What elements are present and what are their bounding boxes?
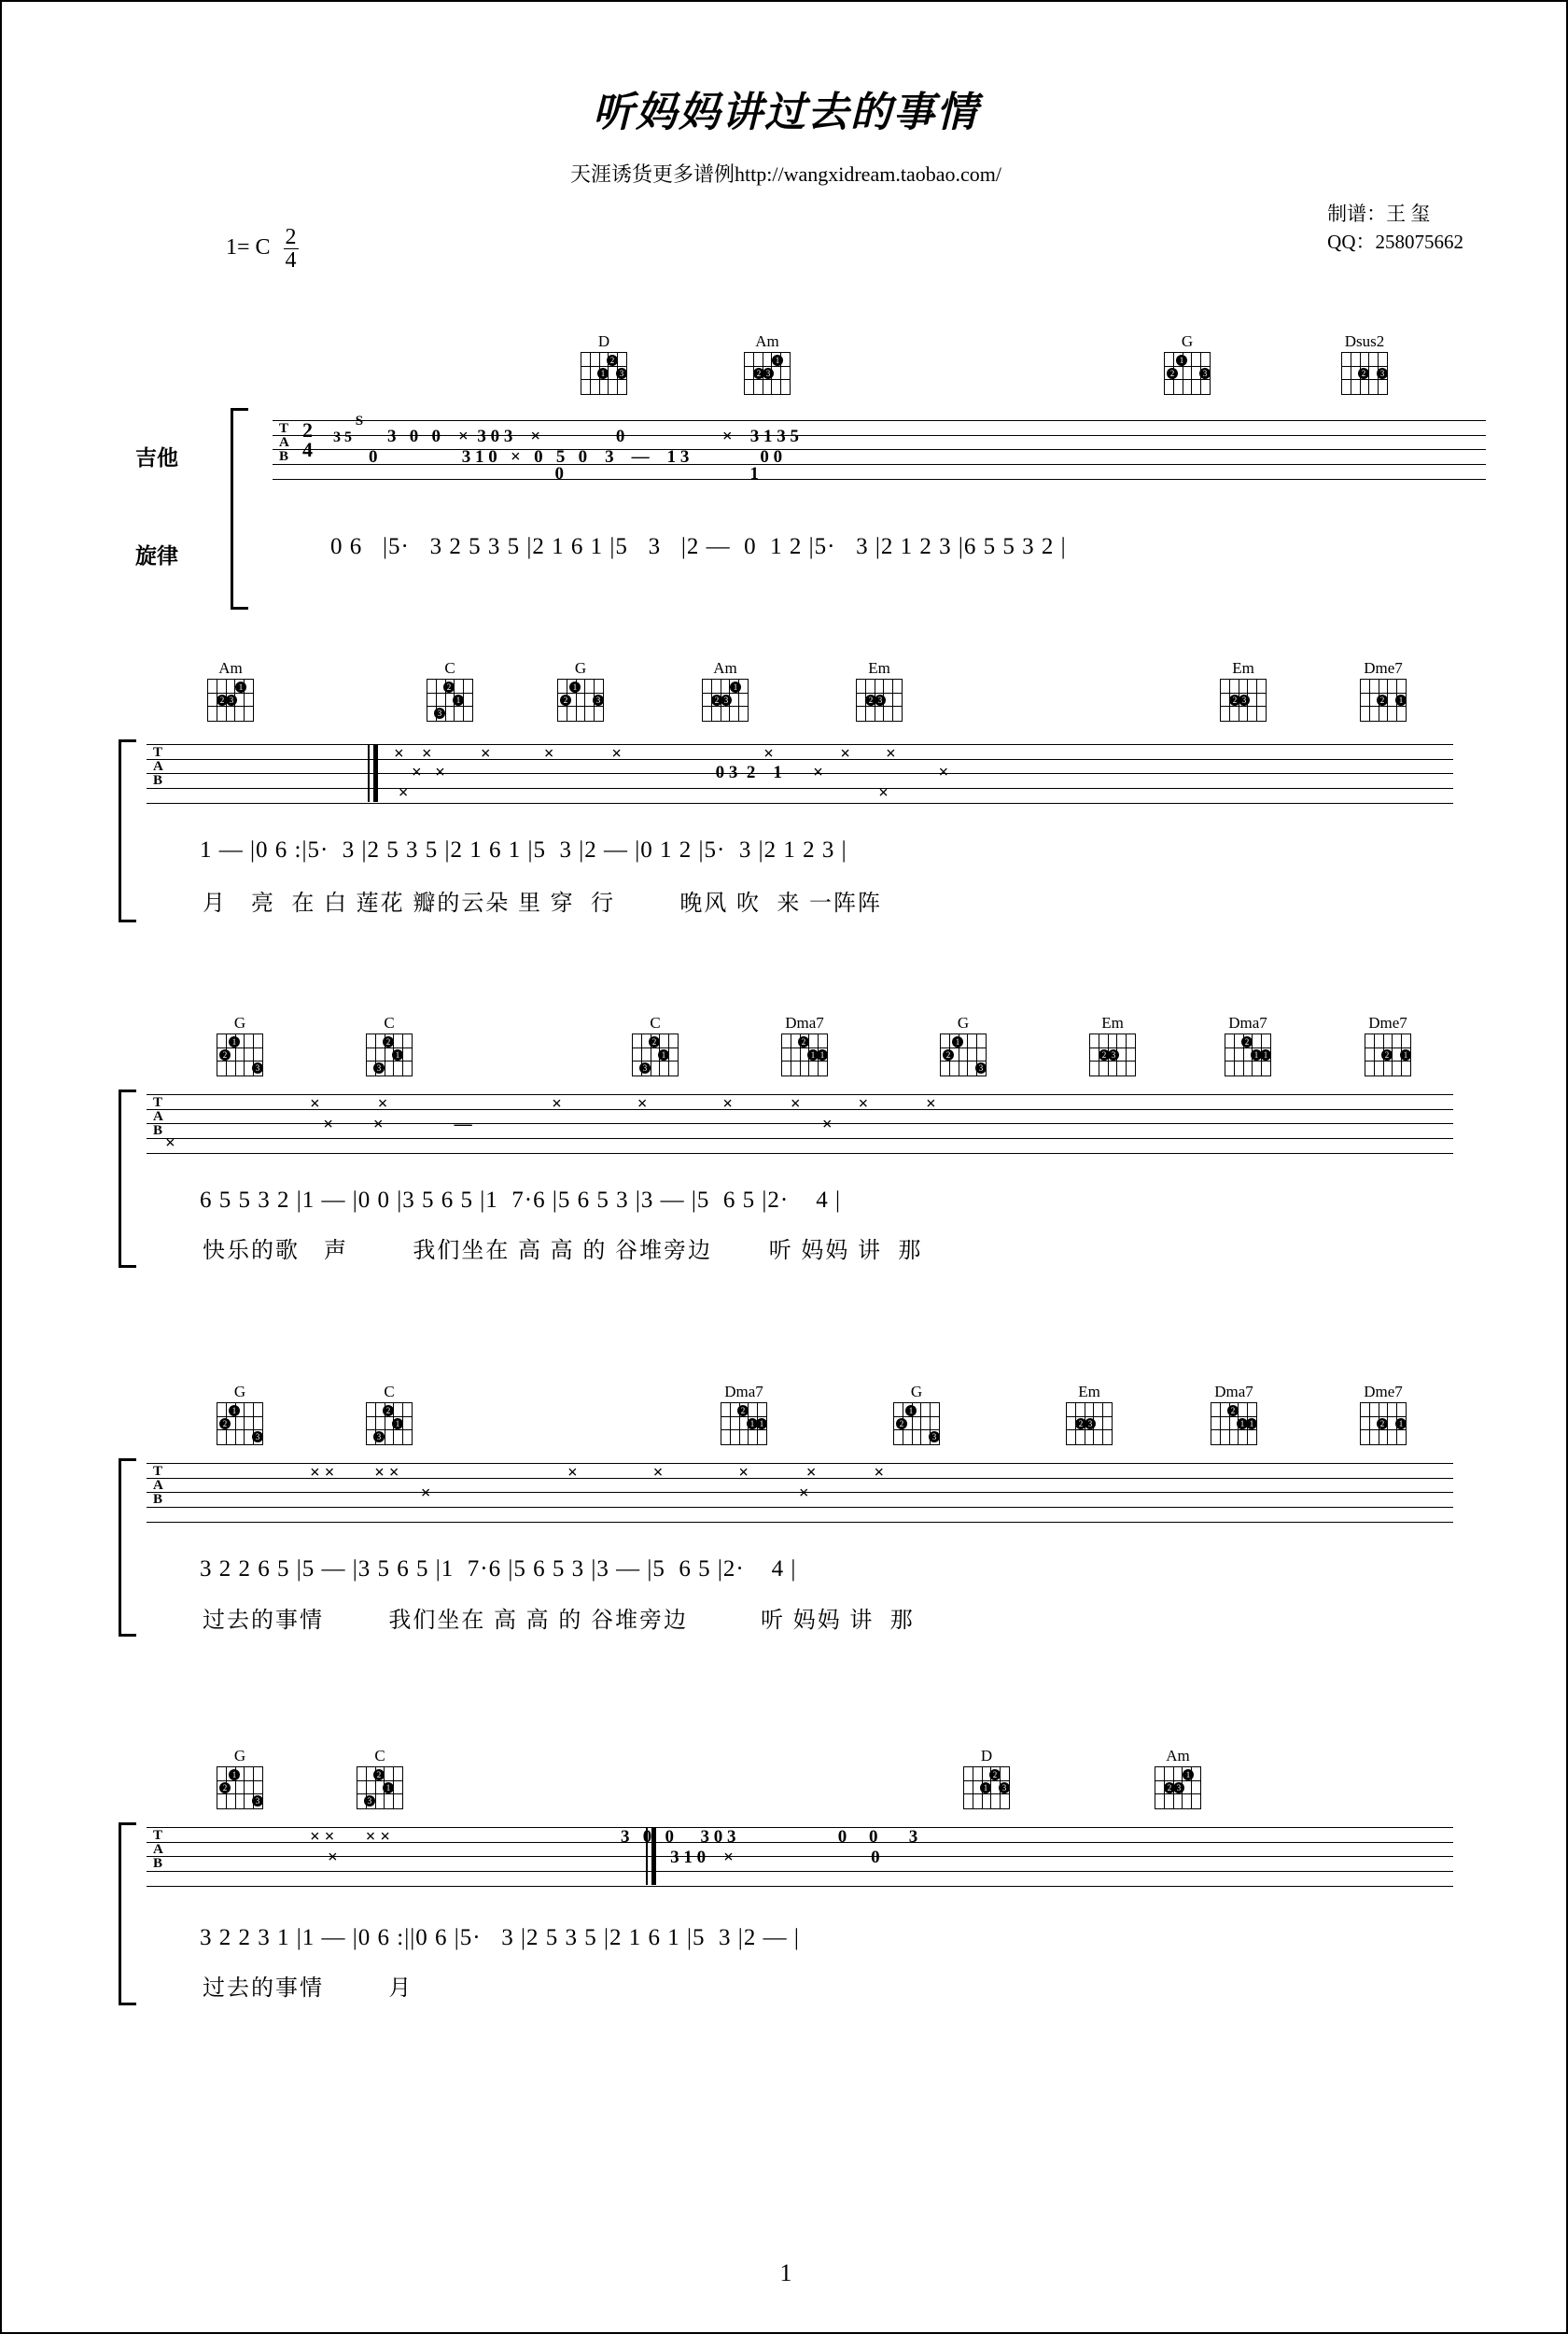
chord-grid: 2 1 3	[357, 1766, 403, 1809]
chord-diagram-G	[553, 660, 609, 722]
chord-name: G	[957, 1014, 970, 1032]
tab-fret-numbers: × × × × × × × ×	[310, 1094, 936, 1114]
system-bracket	[119, 1822, 136, 2005]
chord-name: C	[384, 1014, 395, 1032]
chord-name: G	[574, 659, 587, 677]
system-4	[2, 1370, 1568, 1659]
tab-fret-numbers-2: × ×	[310, 1483, 809, 1503]
chord-name: Em	[1101, 1014, 1124, 1032]
tab-clef: T A B	[153, 1464, 163, 1507]
time-sig-numerator: 2	[285, 225, 297, 249]
tab-fret-numbers-3: 0 1	[333, 464, 759, 484]
melody-numbers: 3 2 2 3 1 |1 — |0 6 :||0 6 |5· 3 |2 5 3 5 |2 1 6 1 |5 3 |2 — |	[200, 1925, 800, 1950]
chord-name: Am	[713, 659, 737, 677]
time-signature	[284, 226, 299, 272]
system-bracket	[119, 1090, 136, 1268]
tab-numbers: S	[355, 414, 365, 429]
chord-diagram-Am	[203, 660, 259, 722]
repeat-barline	[368, 744, 370, 802]
label-melody: 旋律	[135, 544, 178, 568]
chord-name: Em	[868, 659, 890, 677]
chord-name: C	[444, 659, 455, 677]
chord-name: C	[374, 1747, 385, 1765]
tab-clef: T A B	[153, 1828, 163, 1871]
chord-grid: 2 1 3	[366, 1033, 413, 1076]
chord-grid: 2 3	[1089, 1033, 1136, 1076]
chord-grid: 2 1 1	[1225, 1033, 1271, 1076]
key-label: 1= C	[226, 235, 271, 260]
tab-fret-numbers: × × × × × × × ×	[394, 744, 896, 764]
chord-grid: 2 3	[1341, 352, 1388, 395]
chord-grid: 2 1	[1360, 1402, 1407, 1445]
chord-diagram-Am	[739, 333, 795, 395]
lyrics-line: 过去的事情 我们坐在 高 高 的 谷堆旁边 听 妈妈 讲 那	[203, 1608, 915, 1633]
melody-numbers: 6 5 5 3 2 |1 — |0 0 |3 5 6 5 |1 7·6 |5 6 5 3 |3 — |5 6 5 |2· 4 |	[200, 1188, 841, 1213]
label-guitar: 吉他	[135, 446, 178, 470]
lyrics-line: 月 亮 在 白 莲花 瓣的云朵 里 穿 行 晚风 吹 来 一阵阵	[203, 891, 883, 916]
key-signature	[226, 226, 299, 272]
chord-diagram-C	[361, 1015, 417, 1076]
tab-time-sig: 2 4	[302, 418, 314, 461]
chord-name: Dma7	[1214, 1383, 1253, 1400]
chord-diagram-C	[352, 1748, 408, 1809]
chord-diagram-Em	[851, 660, 907, 722]
chord-name: Dma7	[1228, 1014, 1267, 1032]
chord-grid: 2 1 1	[1211, 1402, 1257, 1445]
chord-diagram-D	[576, 333, 632, 395]
repeat-thickbar	[373, 744, 378, 802]
chord-name: Em	[1078, 1383, 1100, 1400]
system-3	[2, 1005, 1568, 1295]
chord-name: C	[650, 1014, 661, 1032]
tab-fret-numbers: × × × × 3 0 0 3 0 3 0 0 3	[310, 1827, 918, 1847]
chord-grid: 2 1 3	[893, 1402, 940, 1445]
chord-grid: 2 1 3	[217, 1033, 263, 1076]
chord-diagram-G	[212, 1748, 268, 1809]
chord-name: Am	[1166, 1747, 1190, 1765]
tab-clef: T A B	[153, 1095, 163, 1138]
melody-numbers: 3 2 2 6 5 |5 — |3 5 6 5 |1 7·6 |5 6 5 3 |3 — |5 6 5 |2· 4 |	[200, 1556, 797, 1582]
melody-numbers: 1 — |0 6 :|5· 3 |2 5 3 5 |2 1 6 1 |5 3 |2 — |0 1 2 |5· 3 |2 1 2 3 |	[200, 837, 847, 863]
chord-diagram-Dma7	[716, 1384, 772, 1445]
chord-name: D	[980, 1747, 993, 1765]
chord-grid: 2 3 1	[702, 679, 749, 722]
chord-grid: 2 1 3	[632, 1033, 679, 1076]
chord-name: C	[384, 1383, 395, 1400]
chord-grid: 2 1 3	[217, 1766, 263, 1809]
tab-fret-numbers-3: ×	[165, 1133, 175, 1153]
chord-grid: 2 1 3	[940, 1033, 987, 1076]
tab-fret-numbers-3: × ×	[394, 783, 889, 803]
chord-grid: 2 3 1	[207, 679, 254, 722]
lyrics-line: 快乐的歌 声 我们坐在 高 高 的 谷堆旁边 听 妈妈 讲 那	[203, 1238, 923, 1263]
tab-fret-numbers-2: × 3 1 0 × 0	[310, 1848, 880, 1867]
chord-name: Dsus2	[1344, 332, 1385, 350]
chord-diagram-Dma7-2	[1206, 1384, 1262, 1445]
chord-grid: 2 1 3	[557, 679, 604, 722]
lyrics-line: 过去的事情 月	[203, 1975, 413, 2001]
chord-diagram-G-2	[889, 1384, 945, 1445]
chord-name: Dme7	[1364, 659, 1403, 677]
melody-numbers: 0 6 |5· 3 2 5 3 5 |2 1 6 1 |5 3 |2 — 0 1 2 |5· 3 |2 1 2 3 |6 5 5 3 2 |	[330, 534, 1067, 559]
chord-grid: 2 1 3	[217, 1402, 263, 1445]
tab-clef: T A B	[279, 421, 289, 464]
time-sig-denominator: 4	[285, 248, 297, 273]
chord-diagram-Dma7-2	[1220, 1015, 1276, 1076]
chord-diagram-G	[1159, 333, 1215, 395]
system-5	[2, 1734, 1568, 2042]
chord-diagram-C	[361, 1384, 417, 1445]
chord-name: G	[233, 1014, 246, 1032]
chord-grid: 2 1	[1365, 1033, 1411, 1076]
chord-diagram-C	[422, 660, 478, 722]
chord-grid: 2 3	[1066, 1402, 1113, 1445]
chord-grid: 2 1 1	[781, 1033, 828, 1076]
system-2	[2, 646, 1568, 935]
chord-grid: 2 3	[1220, 679, 1267, 722]
tab-clef: T A B	[153, 745, 163, 788]
qq-text: QQ：258075662	[1327, 231, 1463, 253]
chord-diagram-Am	[1150, 1748, 1206, 1809]
chord-grid: 2 1 3	[427, 679, 473, 722]
chord-diagram-Em-2	[1215, 660, 1271, 722]
chord-name: Dma7	[785, 1014, 824, 1032]
chord-name: G	[1181, 332, 1194, 350]
tab-fret-numbers-2: × × 0 3 2 1 × ×	[394, 763, 949, 782]
chord-diagram-G	[212, 1384, 268, 1445]
chord-grid: 2 1 1	[721, 1402, 767, 1445]
chord-name: G	[233, 1747, 246, 1765]
system-bracket	[119, 1458, 136, 1637]
chord-diagram-C-2	[627, 1015, 683, 1076]
chord-name: Am	[755, 332, 779, 350]
chord-diagram-Dme7	[1355, 660, 1411, 722]
source-url-subtitle: 天涯诱货更多谱例http://wangxidream.taobao.com/	[570, 162, 1001, 186]
chord-diagram-G	[212, 1015, 268, 1076]
tab-fret-numbers-2: 0 3 1 0 × 0 5 0 3 — 1 3 0 0	[333, 447, 787, 467]
chord-name: Dma7	[724, 1383, 763, 1400]
chord-diagram-G-2	[935, 1015, 991, 1076]
chord-grid: 1 2 3	[581, 352, 627, 395]
system-1	[2, 310, 1568, 609]
chord-name: D	[597, 332, 610, 350]
chord-grid: 2 3 1	[1155, 1766, 1201, 1809]
chord-grid: 2 3	[856, 679, 903, 722]
chord-grid: 2 1 3	[1164, 352, 1211, 395]
chord-diagram-Dme7	[1355, 1384, 1411, 1445]
chord-name: G	[910, 1383, 923, 1400]
chord-name: Dme7	[1364, 1383, 1403, 1400]
tab-fret-numbers: 3 5 3 0 0 × 3 0 3 × 0 × 3 1 3 5	[333, 427, 857, 446]
page-title: 听妈妈讲过去的事情	[593, 89, 979, 136]
chord-name: Am	[218, 659, 243, 677]
system-bracket	[231, 408, 248, 610]
chord-grid: 2 3 1	[744, 352, 791, 395]
chord-grid: 2 1 3	[366, 1402, 413, 1445]
chord-diagram-D	[959, 1748, 1015, 1809]
credit-block	[1327, 200, 1463, 256]
arranger-text: 制谱：王 玺	[1327, 203, 1431, 225]
tab-fret-numbers-2: × × — ×	[310, 1115, 833, 1134]
chord-diagram-Em	[1061, 1384, 1117, 1445]
chord-name: Em	[1232, 659, 1254, 677]
chord-diagram-Dme7	[1360, 1015, 1416, 1076]
chord-diagram-Em	[1085, 1015, 1141, 1076]
chord-grid: 1 2 3	[963, 1766, 1010, 1809]
tab-fret-numbers: × × × × × × × × ×	[310, 1463, 885, 1483]
system-bracket	[119, 739, 136, 922]
page-number: 1	[779, 2259, 792, 2286]
chord-diagram-Dsus2	[1337, 333, 1393, 395]
chord-name: Dme7	[1368, 1014, 1407, 1032]
chord-diagram-Dma7	[777, 1015, 833, 1076]
chord-grid: 2 1	[1360, 679, 1407, 722]
chord-name: G	[233, 1383, 246, 1400]
chord-diagram-Am-2	[697, 660, 753, 722]
